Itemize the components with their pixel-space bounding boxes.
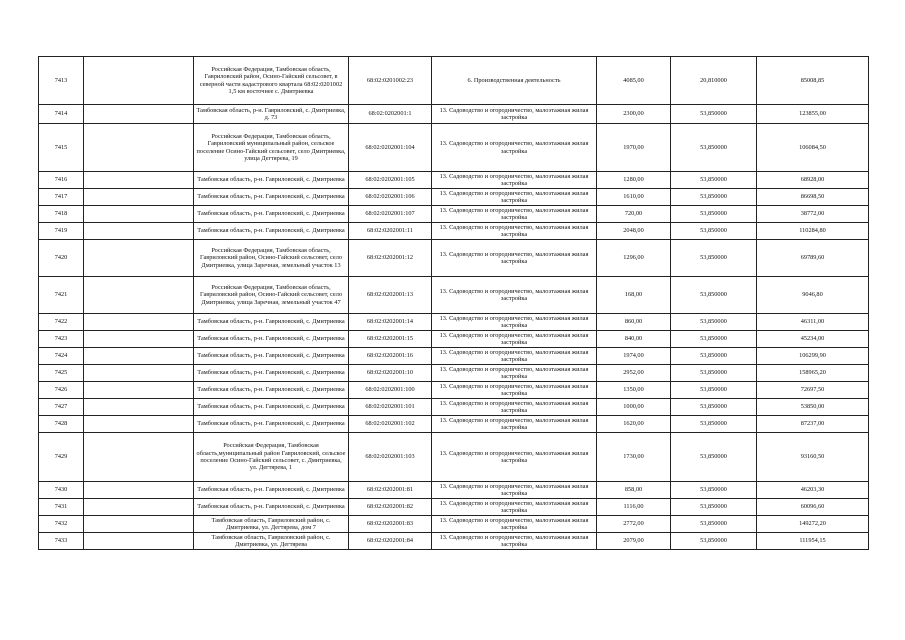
cadastral-value-cell: 158965,20 [757,365,869,382]
specific-value-cell: 53,850000 [671,399,757,416]
specific-value-cell: 20,810000 [671,57,757,105]
area-cell: 1000,00 [597,399,671,416]
row-number-cell: 7429 [39,433,84,482]
area-cell: 860,00 [597,314,671,331]
row-number-cell: 7427 [39,399,84,416]
row-number-cell: 7431 [39,499,84,516]
specific-value-cell: 53,850000 [671,348,757,365]
area-cell: 2300,00 [597,105,671,124]
specific-value-cell: 53,850000 [671,365,757,382]
specific-value-cell: 53,850000 [671,499,757,516]
cadastral-value-cell: 68928,00 [757,172,869,189]
address-cell: Тамбовская область, Гавриловский район, с. Дмитриевка, ул. Дегтярева, дом 7 [194,516,349,533]
blank-cell [84,348,194,365]
blank-cell [84,516,194,533]
row-number-cell: 7426 [39,382,84,399]
table-row [39,277,869,314]
address-cell: Российская Федерация, Тамбовская область, Гавриловский район, Осино-Гайский сельсовет, село Дмитриевка, улица Заречная, земельный участок 47 [194,277,349,314]
land-use-cell: 6. Производственная деятельность [432,57,597,105]
address-cell: Тамбовская область, р-н. Гавриловский, с. Дмитриевка [194,189,349,206]
land-use-cell: 13. Садоводство и огородничество, малоэтажная жилая застройка [432,223,597,240]
row-number-cell: 7433 [39,533,84,550]
address-cell: Тамбовская область, р-н. Гавриловский, с. Дмитриевка [194,223,349,240]
cadastral-value-cell: 72697,50 [757,382,869,399]
row-number-cell: 7413 [39,57,84,105]
specific-value-cell: 53,850000 [671,172,757,189]
specific-value-cell: 53,850000 [671,277,757,314]
specific-value-cell: 53,850000 [671,206,757,223]
specific-value-cell: 53,850000 [671,331,757,348]
cadastral-value-cell: 86698,50 [757,189,869,206]
cadastral-value-cell: 93160,50 [757,433,869,482]
row-number-cell: 7432 [39,516,84,533]
row-number-cell: 7419 [39,223,84,240]
row-number-cell: 7414 [39,105,84,124]
blank-cell [84,240,194,277]
cadastral-number-cell: 68:02:0202001:14 [349,314,432,331]
table-row [39,223,869,240]
blank-cell [84,499,194,516]
blank-cell [84,416,194,433]
table-row [39,382,869,399]
cadastral-number-cell: 68:02:0202001:101 [349,399,432,416]
table-body [39,57,869,550]
specific-value-cell: 53,850000 [671,314,757,331]
blank-cell [84,331,194,348]
cadastral-number-cell: 68:02:0202001:15 [349,331,432,348]
table-row [39,189,869,206]
cadastral-number-cell: 68:02:0202001:106 [349,189,432,206]
area-cell: 720,00 [597,206,671,223]
table-row [39,348,869,365]
specific-value-cell: 53,850000 [671,189,757,206]
cadastral-number-cell: 68:02:0202001:103 [349,433,432,482]
cadastral-number-cell: 68:02:0202001:12 [349,240,432,277]
blank-cell [84,277,194,314]
address-cell: Тамбовская область, р-н. Гавриловский, с. Дмитриевка [194,348,349,365]
land-use-cell: 13. Садоводство и огородничество, малоэтажная жилая застройка [432,382,597,399]
blank-cell [84,172,194,189]
cadastral-value-cell: 106084,50 [757,124,869,172]
blank-cell [84,533,194,550]
address-cell: Тамбовская область, р-н. Гавриловский, с. Дмитриевка [194,416,349,433]
cadastral-number-cell: 68:02:0201002:23 [349,57,432,105]
area-cell: 1620,00 [597,416,671,433]
area-cell: 1610,00 [597,189,671,206]
row-number-cell: 7425 [39,365,84,382]
cadastral-value-cell: 85008,85 [757,57,869,105]
cadastral-value-cell: 38772,00 [757,206,869,223]
cadastral-value-cell: 9046,80 [757,277,869,314]
blank-cell [84,124,194,172]
cadastral-number-cell: 68:02:0202001:10 [349,365,432,382]
land-use-cell: 13. Садоводство и огородничество, малоэтажная жилая застройка [432,172,597,189]
table-row [39,416,869,433]
specific-value-cell: 53,850000 [671,533,757,550]
row-number-cell: 7424 [39,348,84,365]
table-row [39,516,869,533]
table-row [39,533,869,550]
table-row [39,482,869,499]
table-row [39,499,869,516]
land-use-cell: 13. Садоводство и огородничество, малоэтажная жилая застройка [432,416,597,433]
specific-value-cell: 53,850000 [671,433,757,482]
address-cell: Тамбовская область, р-н. Гавриловский, с. Дмитриевка [194,172,349,189]
cadastral-number-cell: 68:02:0202001:102 [349,416,432,433]
cadastral-number-cell: 68:02:0202001:83 [349,516,432,533]
cadastral-number-cell: 68:02:0202001:81 [349,482,432,499]
table-row [39,105,869,124]
cadastral-number-cell: 68:02:0202001:104 [349,124,432,172]
table-row [39,240,869,277]
land-use-cell: 13. Садоводство и огородничество, малоэтажная жилая застройка [432,206,597,223]
address-cell: Тамбовская область, р-н. Гавриловский, с. Дмитриевка [194,482,349,499]
land-use-cell: 13. Садоводство и огородничество, малоэтажная жилая застройка [432,499,597,516]
area-cell: 858,00 [597,482,671,499]
blank-cell [84,223,194,240]
blank-cell [84,399,194,416]
area-cell: 2079,00 [597,533,671,550]
land-use-cell: 13. Садоводство и огородничество, малоэтажная жилая застройка [432,240,597,277]
row-number-cell: 7428 [39,416,84,433]
cadastral-value-cell: 46311,00 [757,314,869,331]
table-row [39,399,869,416]
area-cell: 1974,00 [597,348,671,365]
address-cell: Тамбовская область, р-н. Гавриловский, с. Дмитриевка [194,206,349,223]
land-use-cell: 13. Садоводство и огородничество, малоэтажная жилая застройка [432,348,597,365]
table-row [39,365,869,382]
specific-value-cell: 53,850000 [671,482,757,499]
cadastral-valuation-table [38,56,869,550]
land-use-cell: 13. Садоводство и огородничество, малоэтажная жилая застройка [432,533,597,550]
blank-cell [84,314,194,331]
row-number-cell: 7415 [39,124,84,172]
table-row [39,206,869,223]
area-cell: 2952,00 [597,365,671,382]
land-use-cell: 13. Садоводство и огородничество, малоэтажная жилая застройка [432,189,597,206]
cadastral-number-cell: 68:02:0202001:107 [349,206,432,223]
row-number-cell: 7423 [39,331,84,348]
address-cell: Тамбовская область, р-н. Гавриловский, с. Дмитриевка [194,399,349,416]
land-use-cell: 13. Садоводство и огородничество, малоэтажная жилая застройка [432,399,597,416]
area-cell: 1116,00 [597,499,671,516]
address-cell: Тамбовская область, Гавриловский район, с. Дмитриевка, ул. Дегтярева [194,533,349,550]
row-number-cell: 7417 [39,189,84,206]
address-cell: Российская Федерация, Тамбовская область,муниципальный район Гавриловский, сельское поселение Осино-Гайский сельсовет, с. Дмитриевка, ул. Дегтярева, 1 [194,433,349,482]
cadastral-number-cell: 68:02:0202001:84 [349,533,432,550]
address-cell: Тамбовская область, р-н. Гавриловский, с. Дмитриевка [194,365,349,382]
blank-cell [84,382,194,399]
area-cell: 2048,00 [597,223,671,240]
cadastral-value-cell: 110284,80 [757,223,869,240]
address-cell: Российская Федерация, Тамбовская область, Гавриловский район, Осино-Гайский сельсовет, в северной части кадастрового квартала 68:02:0201002 1,5 км восточнее с. Дмитриевка [194,57,349,105]
land-use-cell: 13. Садоводство и огородничество, малоэтажная жилая застройка [432,314,597,331]
cadastral-value-cell: 123855,00 [757,105,869,124]
cadastral-value-cell: 87237,00 [757,416,869,433]
area-cell: 1280,00 [597,172,671,189]
cadastral-value-cell: 111954,15 [757,533,869,550]
cadastral-value-cell: 45234,00 [757,331,869,348]
land-use-cell: 13. Садоводство и огородничество, малоэтажная жилая застройка [432,482,597,499]
blank-cell [84,206,194,223]
land-use-cell: 13. Садоводство и огородничество, малоэтажная жилая застройка [432,105,597,124]
area-cell: 4085,00 [597,57,671,105]
row-number-cell: 7422 [39,314,84,331]
area-cell: 2772,00 [597,516,671,533]
blank-cell [84,189,194,206]
cadastral-number-cell: 68:02:0202001:13 [349,277,432,314]
cadastral-value-cell: 69789,60 [757,240,869,277]
cadastral-value-cell: 60096,60 [757,499,869,516]
blank-cell [84,57,194,105]
land-use-cell: 13. Садоводство и огородничество, малоэтажная жилая застройка [432,516,597,533]
cadastral-number-cell: 68:02:0202001:16 [349,348,432,365]
area-cell: 1730,00 [597,433,671,482]
row-number-cell: 7430 [39,482,84,499]
land-use-cell: 13. Садоводство и огородничество, малоэтажная жилая застройка [432,277,597,314]
cadastral-value-cell: 46203,30 [757,482,869,499]
specific-value-cell: 53,850000 [671,516,757,533]
row-number-cell: 7416 [39,172,84,189]
blank-cell [84,365,194,382]
area-cell: 168,00 [597,277,671,314]
cadastral-number-cell: 68:02:0202001:105 [349,172,432,189]
address-cell: Российская Федерация, Тамбовская область, Гавриловский муниципальный район, сельское поселение Осино-Гайский сельсовет, село Дмитриевка, улица Дегтярева, 19 [194,124,349,172]
address-cell: Тамбовская область, р-н. Гавриловский, с. Дмитриевка [194,314,349,331]
area-cell: 1970,00 [597,124,671,172]
blank-cell [84,482,194,499]
land-use-cell: 13. Садоводство и огородничество, малоэтажная жилая застройка [432,124,597,172]
address-cell: Тамбовская область, р-н. Гавриловский, с. Дмитриевка [194,331,349,348]
cadastral-number-cell: 68:02:0202001:11 [349,223,432,240]
blank-cell [84,433,194,482]
area-cell: 1296,00 [597,240,671,277]
table-row [39,314,869,331]
land-use-cell: 13. Садоводство и огородничество, малоэтажная жилая застройка [432,331,597,348]
specific-value-cell: 53,850000 [671,105,757,124]
specific-value-cell: 53,850000 [671,382,757,399]
land-use-cell: 13. Садоводство и огородничество, малоэтажная жилая застройка [432,433,597,482]
address-cell: Российская Федерация, Тамбовская область, Гавриловский район, Осино-Гайский сельсовет, село Дмитриевка, улица Заречная, земельный участок 13 [194,240,349,277]
table-row [39,124,869,172]
blank-cell [84,105,194,124]
cadastral-number-cell: 68:02:0202001:100 [349,382,432,399]
cadastral-number-cell: 68:02:0202001:1 [349,105,432,124]
table-row [39,57,869,105]
address-cell: Тамбовская область, р-н. Гавриловский, с. Дмитриевка [194,499,349,516]
cadastral-number-cell: 68:02:0202001:82 [349,499,432,516]
address-cell: Тамбовская область, р-н. Гавриловский, с. Дмитриевка [194,382,349,399]
row-number-cell: 7418 [39,206,84,223]
cadastral-value-cell: 149272,20 [757,516,869,533]
row-number-cell: 7420 [39,240,84,277]
table-row [39,433,869,482]
specific-value-cell: 53,850000 [671,124,757,172]
area-cell: 840,00 [597,331,671,348]
table-row [39,172,869,189]
area-cell: 1350,00 [597,382,671,399]
specific-value-cell: 53,850000 [671,416,757,433]
table-row [39,331,869,348]
address-cell: Тамбовская область, р-н. Гавриловский, с. Дмитриевка, д. 73 [194,105,349,124]
cadastral-value-cell: 53850,00 [757,399,869,416]
cadastral-value-cell: 106299,90 [757,348,869,365]
specific-value-cell: 53,850000 [671,240,757,277]
row-number-cell: 7421 [39,277,84,314]
land-use-cell: 13. Садоводство и огородничество, малоэтажная жилая застройка [432,365,597,382]
specific-value-cell: 53,850000 [671,223,757,240]
